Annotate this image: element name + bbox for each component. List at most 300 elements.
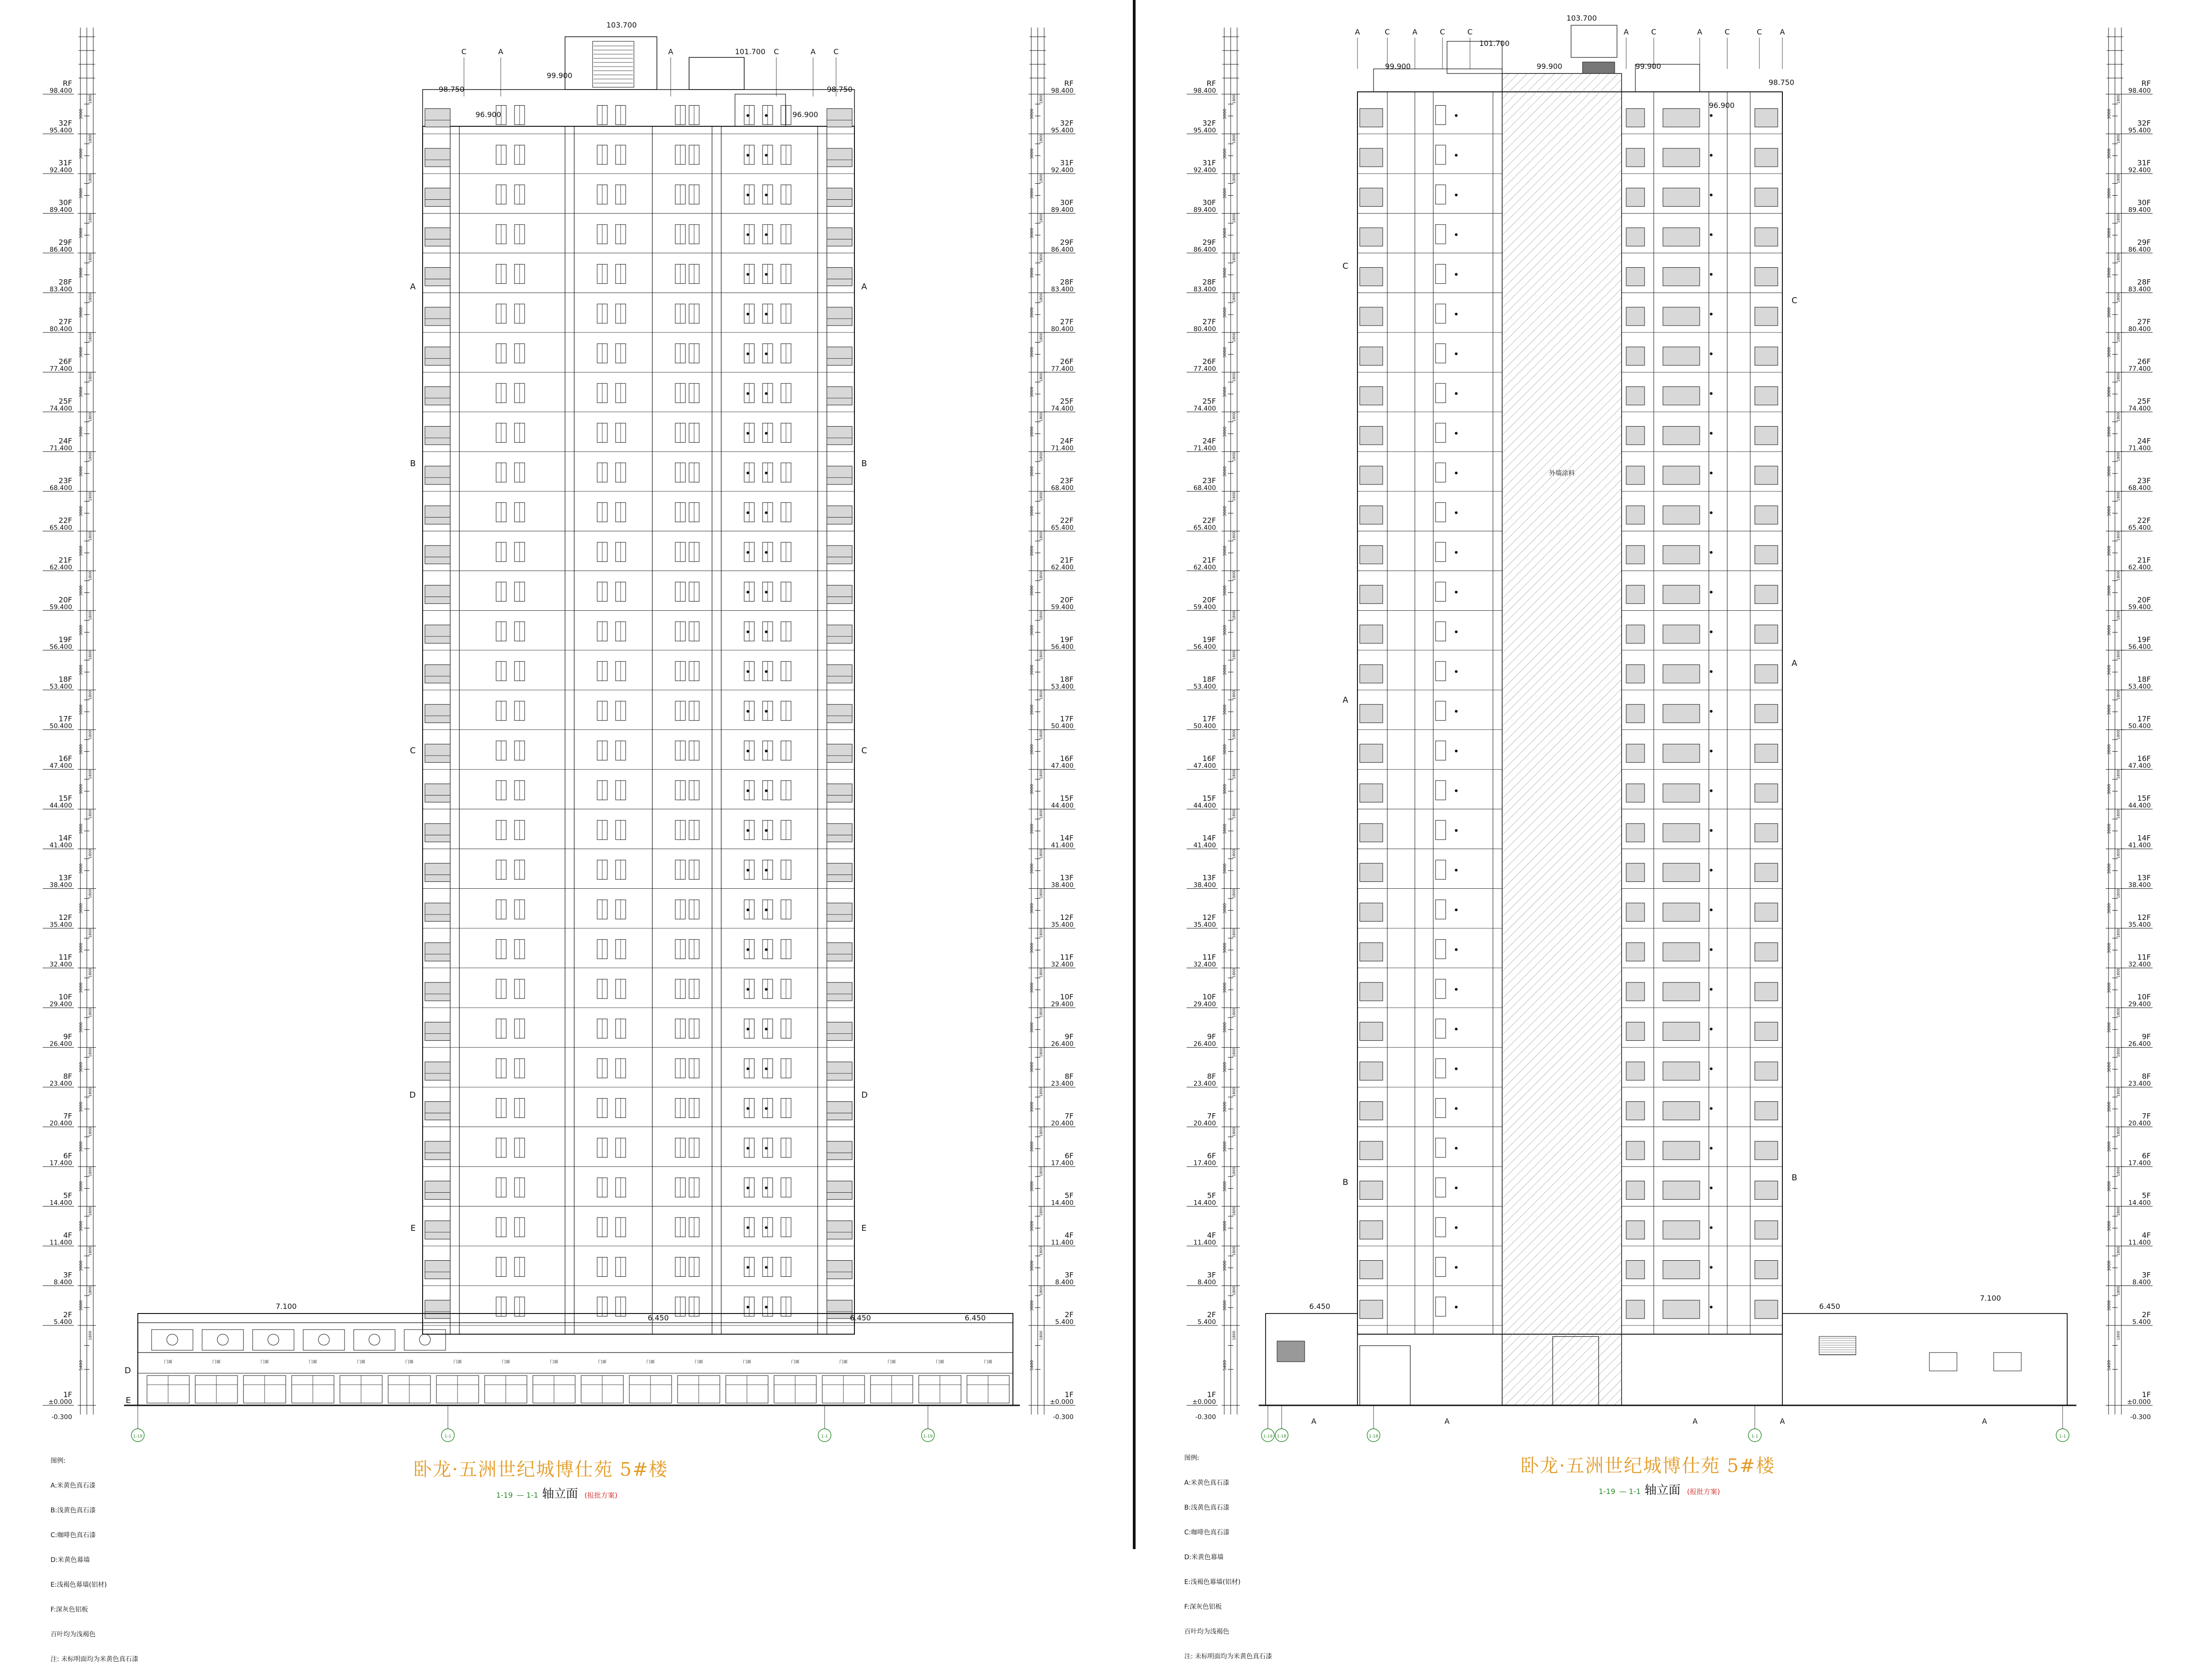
podium-rosette <box>217 1334 228 1345</box>
column-dot <box>1455 114 1458 117</box>
right-axis-sep: — <box>1619 1487 1629 1496</box>
ruler-dim: 3000 <box>2107 744 2112 755</box>
ruler-dim: 1800 <box>1039 412 1043 422</box>
floor-elevation: 65.400 <box>1051 524 1074 532</box>
ruler-dim: 3000 <box>79 665 84 676</box>
floor-elevation: 95.400 <box>1051 127 1074 135</box>
ruler-dim: 3000 <box>1223 506 1227 517</box>
floor-elevation: 14.400 <box>50 1199 72 1207</box>
ruler-dim: 1800 <box>2116 849 2120 859</box>
ruler-dim: 1800 <box>1232 650 1236 660</box>
balcony <box>425 188 450 206</box>
podium-rosette <box>268 1334 279 1345</box>
floor-elevation: 23.400 <box>2128 1080 2151 1088</box>
material-tag: E <box>861 1223 867 1233</box>
ruler-dim: 3000 <box>1223 903 1227 914</box>
balcony <box>1663 625 1700 643</box>
balcony <box>1360 426 1383 445</box>
shop-sign: 门面 <box>887 1360 896 1364</box>
floor-label: 13F <box>1202 873 1216 882</box>
ruler-dim: 1800 <box>1232 1048 1236 1057</box>
floor-label: 26F <box>1202 357 1216 366</box>
floor-label: 1F <box>1207 1390 1216 1399</box>
elev-label-top: 103.700 <box>606 21 637 29</box>
floor-label: 1F <box>1064 1390 1074 1399</box>
floor-label: 1F <box>2142 1390 2151 1399</box>
column-dot <box>1455 988 1458 991</box>
balcony <box>1626 1022 1645 1041</box>
floor-elevation: 8.400 <box>2132 1279 2151 1286</box>
floor-label: 24F <box>58 436 72 445</box>
column-dot <box>765 948 768 951</box>
ruler-dim: 3000 <box>1223 625 1227 636</box>
ruler-dim: 1800 <box>1039 94 1043 104</box>
balcony <box>827 823 852 842</box>
podium-elev: 6.450 <box>648 1314 669 1322</box>
floor-label: 26F <box>1060 357 1074 366</box>
floor-elevation: 89.400 <box>2128 206 2151 214</box>
balcony <box>1360 665 1383 683</box>
floor-label: 12F <box>1202 913 1216 922</box>
floor-label: 20F <box>58 595 72 604</box>
ruler-dim: 1800 <box>2116 214 2120 223</box>
ruler-dim: 3000 <box>79 1022 84 1033</box>
ruler-dim: 3000 <box>1223 863 1227 874</box>
ruler-dim: 3000 <box>1030 1022 1035 1033</box>
callout-tag: A <box>1982 1417 1987 1426</box>
material-tag: E <box>125 1396 131 1405</box>
column-dot <box>1710 154 1713 157</box>
floor-elevation: 68.400 <box>50 484 72 492</box>
shop-sign: 门面 <box>935 1360 944 1364</box>
ruler-dim: 1800 <box>1039 1206 1043 1216</box>
ruler-dim: 3000 <box>79 1141 84 1152</box>
floor-elevation: 35.400 <box>2128 921 2151 929</box>
column-dot <box>746 154 749 157</box>
material-tag: B <box>1342 1178 1348 1187</box>
ruler-dim: 1800 <box>1232 1087 1236 1097</box>
ruler-dim: 1800 <box>1232 730 1236 739</box>
ruler-dim: 1800 <box>2116 1286 2120 1296</box>
window <box>1436 225 1446 244</box>
floor-label: 4F <box>1207 1231 1216 1240</box>
floor-elevation: 29.400 <box>1193 1001 1216 1009</box>
balcony <box>1626 665 1645 683</box>
ruler-dim: 3000 <box>79 228 84 239</box>
floor-elevation: 17.400 <box>1051 1160 1074 1167</box>
column-dot <box>1455 631 1458 633</box>
shop-sign: 门面 <box>549 1360 559 1364</box>
legend-heading: 图例: <box>51 1457 66 1465</box>
ruler-dim: 1800 <box>88 849 92 859</box>
column-dot <box>765 352 768 355</box>
floor-elevation: 74.400 <box>2128 405 2151 412</box>
ruler-dim: 3000 <box>1030 744 1035 755</box>
balcony <box>1360 585 1383 603</box>
column-dot <box>746 948 749 951</box>
balcony <box>827 506 852 524</box>
podium-elev: 6.450 <box>1309 1302 1330 1311</box>
floor-label: 5F <box>1207 1191 1216 1200</box>
floor-label: 29F <box>2137 237 2151 247</box>
ruler-dim: 3000 <box>1030 108 1035 119</box>
ruler-dim: 3000 <box>1030 387 1035 398</box>
ruler-dim: 1800 <box>1232 1127 1236 1137</box>
column-dot <box>1455 1028 1458 1031</box>
column-dot <box>746 829 749 832</box>
balcony <box>827 1221 852 1239</box>
balcony <box>425 665 450 683</box>
column-dot <box>1455 1187 1458 1190</box>
ruler-dim: 3000 <box>79 863 84 874</box>
floor-elevation: 11.400 <box>1193 1239 1216 1247</box>
column-dot <box>746 1028 749 1031</box>
column-dot <box>1710 988 1713 991</box>
right-subtitle-note: (报批方案) <box>1687 1488 1720 1496</box>
ruler-dim: 3000 <box>79 347 84 358</box>
floor-elevation: 89.400 <box>50 206 72 214</box>
floor-label: 18F <box>1202 675 1216 684</box>
floor-elevation: 95.400 <box>50 127 72 135</box>
floor-label: 25F <box>1060 396 1074 406</box>
floor-label: 7F <box>1064 1111 1074 1121</box>
ruler-dim: 1800 <box>1039 1286 1043 1296</box>
column-dot <box>1710 313 1713 316</box>
ruler-dim: 1800 <box>88 1127 92 1137</box>
balcony <box>1360 625 1383 643</box>
column-dot <box>746 432 749 434</box>
roof-parapet <box>423 90 854 126</box>
window <box>1436 105 1446 124</box>
floor-label: 28F <box>1202 277 1216 287</box>
balcony <box>827 1062 852 1080</box>
balcony <box>1360 943 1383 961</box>
floor-elevation: ±0.000 <box>48 1398 72 1406</box>
shop-sign: 门面 <box>212 1360 221 1364</box>
column-dot <box>765 432 768 434</box>
ruler-dim: 1800 <box>88 1008 92 1018</box>
ruler-dim: 1800 <box>1039 809 1043 819</box>
ruler-dim: 1800 <box>88 372 92 382</box>
floor-elevation: 26.400 <box>1051 1040 1074 1048</box>
floor-elevation: 62.400 <box>1051 564 1074 571</box>
ruler-dim: 3000 <box>79 625 84 636</box>
podium-elev: 6.450 <box>965 1314 986 1322</box>
ruler-dim: 3000 <box>1030 1260 1035 1271</box>
ruler-dim: 3000 <box>2107 347 2112 358</box>
floor-elevation: 71.400 <box>1051 445 1074 452</box>
ruler-dim: 1800 <box>1232 968 1236 978</box>
window <box>1436 781 1446 800</box>
ruler-dim: 1800 <box>2116 769 2120 779</box>
balcony <box>1663 665 1700 683</box>
floor-elevation: 59.400 <box>1193 603 1216 611</box>
balcony <box>1755 188 1778 206</box>
column-dot <box>765 273 768 276</box>
window <box>1436 1257 1446 1277</box>
balcony <box>1755 506 1778 524</box>
column-dot <box>746 551 749 554</box>
floor-elevation: 14.400 <box>1193 1199 1216 1207</box>
floor-elevation: 77.400 <box>1051 365 1074 373</box>
podium-bay <box>152 1330 193 1350</box>
material-tag: C <box>861 746 867 755</box>
ruler-dim: 1800 <box>2116 1048 2120 1057</box>
ruler-dim: 1800 <box>88 928 92 938</box>
balcony <box>1360 903 1383 921</box>
axis-label: 1-1 <box>1751 1434 1758 1439</box>
column-dot <box>1455 1306 1458 1308</box>
ruler-dim: 1800 <box>2116 690 2120 700</box>
floor-elevation: 95.400 <box>2128 127 2151 135</box>
elev-label-top: 103.700 <box>1566 14 1597 23</box>
shop-sign: 门面 <box>356 1360 366 1364</box>
balcony <box>1360 148 1383 167</box>
balcony <box>1626 1102 1645 1120</box>
ruler-dim: 3000 <box>1223 188 1227 199</box>
column-dot <box>746 352 749 355</box>
floor-elevation: 89.400 <box>1193 206 1216 214</box>
ground-elevation: -0.300 <box>2130 1414 2151 1421</box>
balcony <box>827 148 852 167</box>
column-dot <box>1455 551 1458 554</box>
balcony <box>1663 705 1700 723</box>
ruler-dim: 1800 <box>1232 809 1236 819</box>
balcony <box>425 148 450 167</box>
ruler-dim: 1800 <box>1039 451 1043 462</box>
balcony <box>1626 148 1645 167</box>
ruler-dim: 1800 <box>1232 531 1236 541</box>
column-dot <box>746 1266 749 1269</box>
balcony <box>827 188 852 206</box>
balcony <box>827 863 852 882</box>
column-dot <box>765 511 768 514</box>
balcony <box>1626 705 1645 723</box>
ruler-dim: 1800 <box>1232 134 1236 144</box>
ruler-dim: 1800 <box>1232 293 1236 303</box>
ruler-dim: 3000 <box>2107 1300 2112 1311</box>
ruler-dim: 3000 <box>1030 1062 1035 1073</box>
callout-tag: A <box>498 47 503 56</box>
ruler-dim: 3000 <box>2107 705 2112 715</box>
callout-tag: A <box>668 47 673 56</box>
floor-elevation: 71.400 <box>2128 445 2151 452</box>
balcony <box>1755 307 1778 326</box>
elev-label: 98.750 <box>439 85 464 94</box>
ruler-dim: 3000 <box>1223 982 1227 993</box>
floor-elevation: 65.400 <box>50 524 72 532</box>
floor-elevation: 65.400 <box>2128 524 2151 532</box>
podium-elev: 7.100 <box>1980 1294 2001 1302</box>
ruler-dim: 5400 <box>1223 1360 1227 1371</box>
column-dot <box>765 551 768 554</box>
column-dot <box>1455 154 1458 157</box>
floor-label: 6F <box>63 1151 72 1161</box>
balcony <box>827 903 852 921</box>
ruler-dim: 3000 <box>1223 942 1227 953</box>
shop-sign: 门面 <box>839 1360 848 1364</box>
column-dot <box>1455 432 1458 434</box>
floor-elevation: 92.400 <box>1193 166 1216 174</box>
ruler-dim: 3000 <box>2107 1141 2112 1152</box>
floor-label: 20F <box>1202 595 1216 604</box>
balcony <box>1755 1261 1778 1279</box>
column-dot <box>1455 193 1458 196</box>
balcony <box>1755 863 1778 882</box>
axis-label: 1-19 <box>1263 1434 1273 1439</box>
balcony <box>1755 943 1778 961</box>
ruler-dim: 1800 <box>1039 1246 1043 1256</box>
callout-tag: A <box>1355 28 1360 36</box>
floor-elevation: 98.400 <box>2128 87 2151 95</box>
ruler-dim: 3000 <box>1223 1221 1227 1232</box>
podium-bay <box>253 1330 294 1350</box>
podium-window <box>1929 1353 1957 1371</box>
column-dot <box>1710 511 1713 514</box>
ruler-dim: 3000 <box>79 387 84 398</box>
column-dot <box>765 154 768 157</box>
ruler-dim: 3000 <box>2107 585 2112 596</box>
ruler-dim: 1800 <box>1039 928 1043 938</box>
column-dot <box>765 1187 768 1190</box>
column-dot <box>1710 1147 1713 1150</box>
balcony <box>425 546 450 564</box>
balcony <box>827 228 852 246</box>
window <box>1436 1297 1446 1316</box>
balcony <box>1663 823 1700 842</box>
balcony <box>827 625 852 643</box>
ruler-dim: 3000 <box>79 1221 84 1232</box>
ruler-dim: 1800 <box>2116 253 2120 263</box>
material-tag: D <box>409 1090 416 1100</box>
floor-elevation: 20.400 <box>1193 1120 1216 1128</box>
ruler-dim: 1800 <box>88 690 92 700</box>
ruler-dim: 1800 <box>1039 333 1043 342</box>
column-dot <box>746 988 749 991</box>
axis-label: 1-18 <box>1368 1434 1379 1439</box>
shop-sign: 门面 <box>501 1360 510 1364</box>
ruler-dim: 3000 <box>2107 1022 2112 1033</box>
floor-label: 31F <box>58 158 72 167</box>
ruler-dim: 3000 <box>1223 744 1227 755</box>
balcony <box>1360 1062 1383 1080</box>
balcony <box>1755 347 1778 365</box>
ruler-dim: 3000 <box>1223 1181 1227 1192</box>
balcony <box>1626 546 1645 564</box>
column-dot <box>1455 829 1458 832</box>
balcony <box>425 1022 450 1041</box>
balcony <box>1755 267 1778 286</box>
ruler-dim: 3000 <box>2107 466 2112 477</box>
balcony <box>425 347 450 365</box>
floor-elevation: 89.400 <box>1051 206 1074 214</box>
ruler-dim: 1800 <box>2116 1206 2120 1216</box>
balcony <box>1626 307 1645 326</box>
shop-sign: 门面 <box>694 1360 703 1364</box>
column-dot <box>1455 1147 1458 1150</box>
balcony <box>425 267 450 286</box>
floor-label: 14F <box>58 834 72 843</box>
right-axis-from: 1-19 <box>1599 1487 1616 1496</box>
column-dot <box>765 908 768 911</box>
floor-elevation: 47.400 <box>50 762 72 770</box>
floor-label: 5F <box>1064 1191 1074 1200</box>
elev-label: 101.700 <box>1479 39 1510 48</box>
column-dot <box>746 591 749 593</box>
ruler-dim: 1800 <box>2116 134 2120 144</box>
floor-label: 32F <box>2137 118 2151 128</box>
column-dot <box>1710 1067 1713 1070</box>
legend-item: B:浅黄色真石漆 <box>1184 1504 1230 1511</box>
floor-elevation: 62.400 <box>50 564 72 571</box>
column-dot <box>765 313 768 316</box>
column-dot <box>746 511 749 514</box>
floor-label: 30F <box>58 198 72 207</box>
floor-elevation: ±0.000 <box>1050 1398 1074 1406</box>
balcony <box>1663 546 1700 564</box>
column-dot <box>746 789 749 792</box>
ruler-dim: 3000 <box>1030 546 1035 557</box>
floor-elevation: 23.400 <box>1193 1080 1216 1088</box>
ruler-dim: 3000 <box>1030 705 1035 715</box>
balcony <box>1755 426 1778 445</box>
floor-label: 15F <box>2137 794 2151 803</box>
balcony <box>1755 1141 1778 1160</box>
floor-label: 5F <box>63 1191 72 1200</box>
ruler-dim: 3000 <box>79 148 84 159</box>
floor-elevation: 92.400 <box>50 166 72 174</box>
ruler-dim: 3000 <box>79 188 84 199</box>
window <box>1436 940 1446 959</box>
ruler-dim: 1800 <box>2116 1008 2120 1018</box>
ruler-dim: 3000 <box>1030 506 1035 517</box>
elev-label: 96.900 <box>1709 101 1735 110</box>
podium-bay <box>202 1330 243 1350</box>
left-axis-from: 1-19 <box>496 1491 513 1500</box>
balcony <box>1755 1300 1778 1319</box>
ruler-dim: 1800 <box>88 730 92 739</box>
balcony <box>425 1261 450 1279</box>
column-dot <box>1455 908 1458 911</box>
elev-label: 98.750 <box>1769 78 1794 87</box>
balcony <box>827 982 852 1001</box>
floor-label: 14F <box>1060 834 1074 843</box>
balcony <box>1626 347 1645 365</box>
elev-label: 99.900 <box>1635 62 1661 71</box>
ruler-dim: 3000 <box>2107 387 2112 398</box>
shop-sign: 门面 <box>984 1360 993 1364</box>
ruler-dim: 1800 <box>88 809 92 819</box>
shop-sign: 门面 <box>791 1360 800 1364</box>
floor-elevation: 68.400 <box>2128 484 2151 492</box>
floor-elevation: 77.400 <box>50 365 72 373</box>
floor-label: 13F <box>58 873 72 882</box>
column-dot <box>1710 1028 1713 1031</box>
ruler-dim: 1800 <box>1039 1087 1043 1097</box>
ruler-dim: 1800 <box>2116 1127 2120 1137</box>
right-title: 卧龙·五洲世纪城博仕苑 5#楼 <box>1521 1455 1775 1477</box>
floor-elevation: 17.400 <box>2128 1160 2151 1167</box>
balcony <box>1360 347 1383 365</box>
ruler-dim: 3000 <box>1223 1101 1227 1112</box>
ruler-dim: 3000 <box>79 466 84 477</box>
column-dot <box>765 1306 768 1308</box>
balcony <box>1755 625 1778 643</box>
window <box>1436 423 1446 442</box>
balcony <box>1360 784 1383 802</box>
balcony <box>1626 188 1645 206</box>
left-title: 卧龙·五洲世纪城博仕苑 5#楼 <box>413 1459 668 1480</box>
